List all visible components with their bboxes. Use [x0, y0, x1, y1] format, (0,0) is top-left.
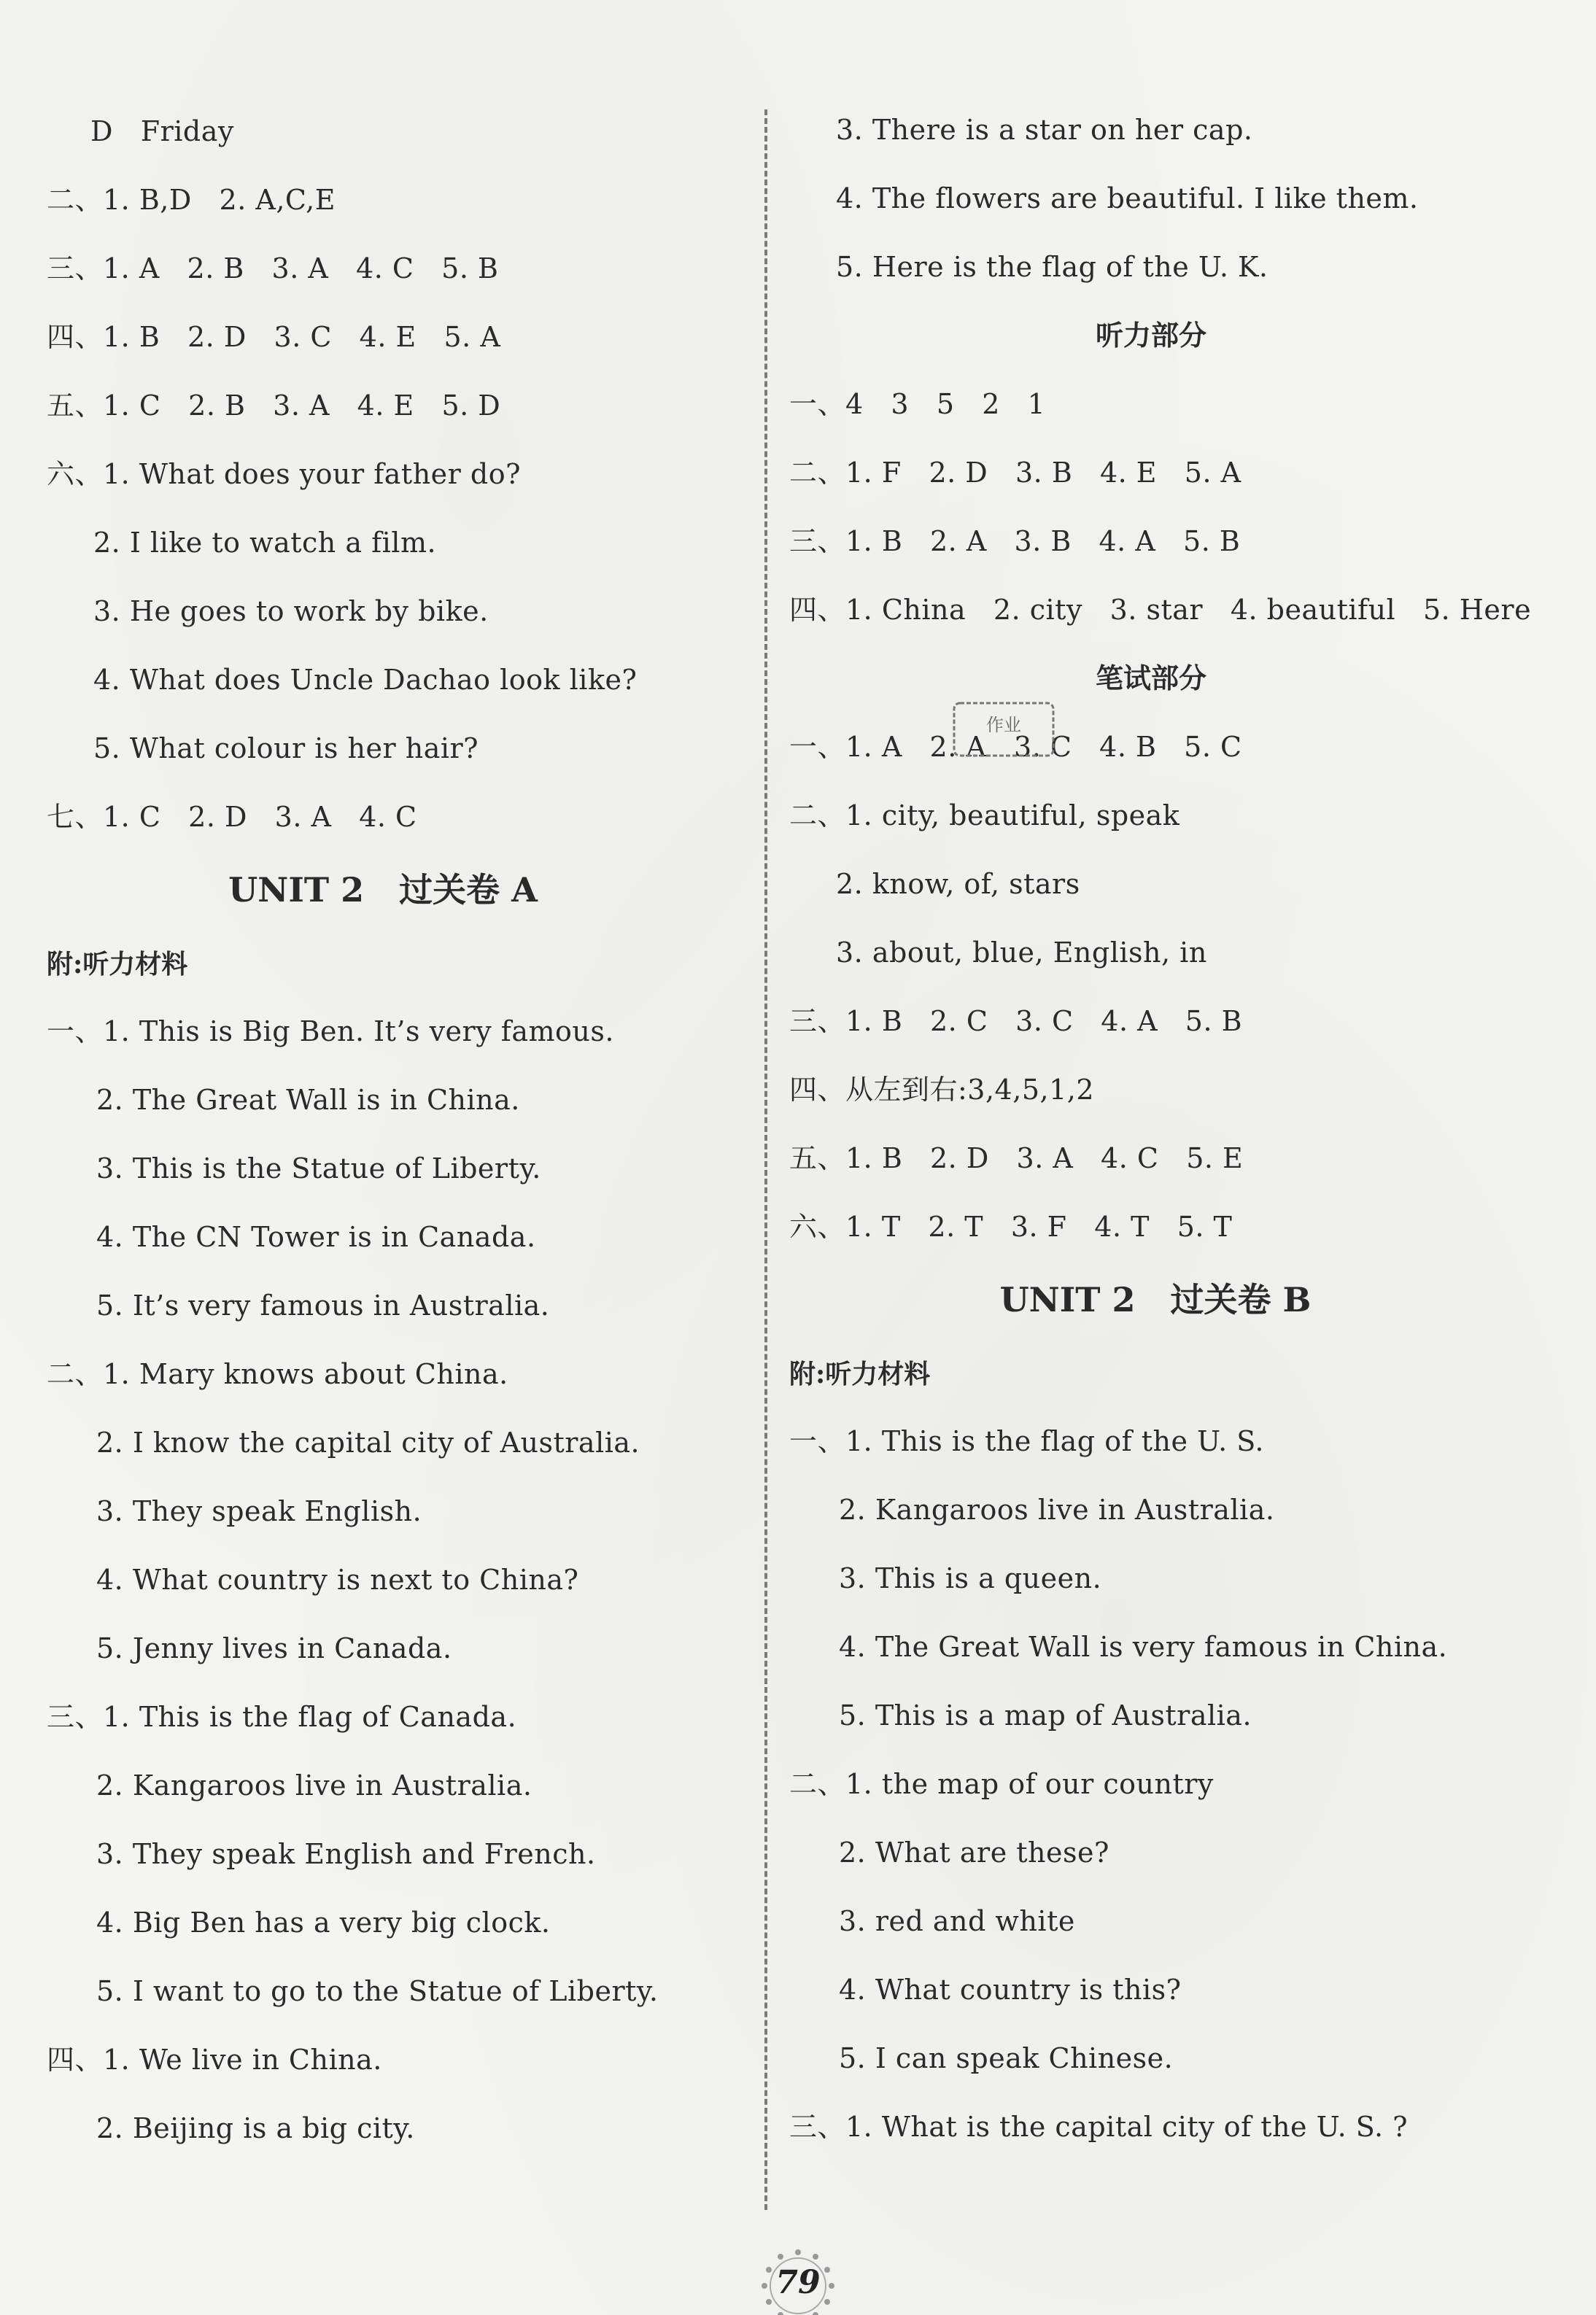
answer-line: 二、1. F 2. D 3. B 4. E 5. A	[789, 457, 1241, 489]
answer-line: 二、1. B,D 2. A,C,E	[47, 184, 336, 216]
answer-line: 五、1. B 2. D 3. A 4. C 5. E	[789, 1142, 1244, 1174]
page-number: 79	[775, 2264, 821, 2301]
answer-line: 3. They speak English and French.	[96, 1838, 596, 1870]
answer-line: 四、1. China 2. city 3. star 4. beautiful 5. Here	[789, 594, 1532, 626]
answer-line: D Friday	[90, 115, 234, 147]
appendix-label: 附:听力材料	[47, 949, 188, 980]
answer-line: 二、1. the map of our country	[789, 1768, 1214, 1800]
stamp-logo	[953, 693, 1055, 766]
answer-line: 七、1. C 2. D 3. A 4. C	[47, 801, 417, 833]
answer-line: 3. about, blue, English, in	[836, 937, 1207, 969]
answer-line: 四、1. B 2. D 3. C 4. E 5. A	[47, 321, 501, 353]
answer-line: 4. What does Uncle Dachao look like?	[93, 664, 638, 696]
answer-line: 六、1. T 2. T 3. F 4. T 5. T	[789, 1211, 1233, 1243]
answer-line: 二、1. Mary knows about China.	[47, 1358, 508, 1390]
answer-line: 2. The Great Wall is in China.	[96, 1084, 520, 1116]
answer-line: 3. They speak English.	[96, 1495, 422, 1527]
answer-line: 一、1. This is Big Ben. It’s very famous.	[47, 1015, 614, 1047]
answer-line: 3. This is a queen.	[839, 1562, 1102, 1594]
unit-heading: UNIT 2 过关卷 B	[999, 1280, 1312, 1319]
answer-line: 3. There is a star on her cap.	[836, 114, 1253, 146]
answer-line: 5. I can speak Chinese.	[839, 2042, 1174, 2074]
answer-line: 五、1. C 2. B 3. A 4. E 5. D	[47, 389, 501, 422]
listening-section-title: 听力部分	[1095, 319, 1206, 352]
answer-line: 2. Kangaroos live in Australia.	[96, 1769, 532, 1802]
answer-line: 4. The CN Tower is in Canada.	[96, 1221, 536, 1253]
page-number-badge	[754, 2242, 842, 2315]
answer-line: 三、1. This is the flag of Canada.	[47, 1701, 517, 1733]
answer-line: 2. know, of, stars	[836, 868, 1080, 900]
stamp-text: 作业	[986, 715, 1021, 735]
answer-line: 3. He goes to work by bike.	[93, 595, 489, 627]
unit-heading: UNIT 2 过关卷 A	[228, 870, 538, 910]
answer-line: 4. Big Ben has a very big clock.	[96, 1907, 551, 1939]
answer-line: 2. What are these?	[839, 1837, 1109, 1869]
answer-line: 5. This is a map of Australia.	[839, 1699, 1252, 1732]
answer-line: 三、1. A 2. B 3. A 4. C 5. B	[47, 252, 499, 284]
answer-line: 2. I know the capital city of Australia.	[96, 1427, 640, 1459]
answer-line: 三、1. B 2. C 3. C 4. A 5. B	[789, 1005, 1243, 1037]
answer-line: 5. Here is the flag of the U. K.	[836, 251, 1268, 283]
column-divider	[764, 109, 767, 2210]
answer-line: 4. What country is next to China?	[96, 1564, 579, 1596]
answer-line: 5. What colour is her hair?	[93, 732, 479, 764]
answer-line: 2. I like to watch a film.	[93, 527, 437, 559]
answer-line: 六、1. What does your father do?	[47, 458, 521, 490]
appendix-label: 附:听力材料	[789, 1359, 931, 1389]
answer-line: 5. It’s very famous in Australia.	[96, 1290, 550, 1322]
answer-line: 一、4 3 5 2 1	[789, 388, 1046, 420]
answer-line: 3. red and white	[839, 1905, 1075, 1937]
answer-line: 2. Beijing is a big city.	[96, 2112, 415, 2144]
answer-line: 四、从左到右:3,4,5,1,2	[789, 1074, 1095, 1106]
answer-line: 三、1. B 2. A 3. B 4. A 5. B	[789, 525, 1241, 557]
answer-line: 5. Jenny lives in Canada.	[96, 1632, 452, 1664]
answer-line: 一、1. This is the flag of the U. S.	[789, 1425, 1264, 1457]
answer-line: 4. The flowers are beautiful. I like them.	[836, 182, 1419, 214]
answer-line: 二、1. city, beautiful, speak	[789, 799, 1180, 831]
answer-line: 三、1. What is the capital city of the U. S. ?	[789, 2111, 1408, 2143]
written-section-title: 笔试部分	[1095, 662, 1206, 694]
answer-line: 一、1. A 2. A 3. C 4. B 5. C	[789, 731, 1242, 763]
answer-line: 5. I want to go to the Statue of Liberty.	[96, 1975, 659, 2007]
answer-line: 四、1. We live in China.	[47, 2044, 382, 2076]
answer-line: 4. The Great Wall is very famous in China.	[839, 1631, 1448, 1663]
answer-line: 3. This is the Statue of Liberty.	[96, 1152, 541, 1184]
answer-line: 4. What country is this?	[839, 1974, 1182, 2006]
answer-line: 2. Kangaroos live in Australia.	[839, 1494, 1275, 1526]
